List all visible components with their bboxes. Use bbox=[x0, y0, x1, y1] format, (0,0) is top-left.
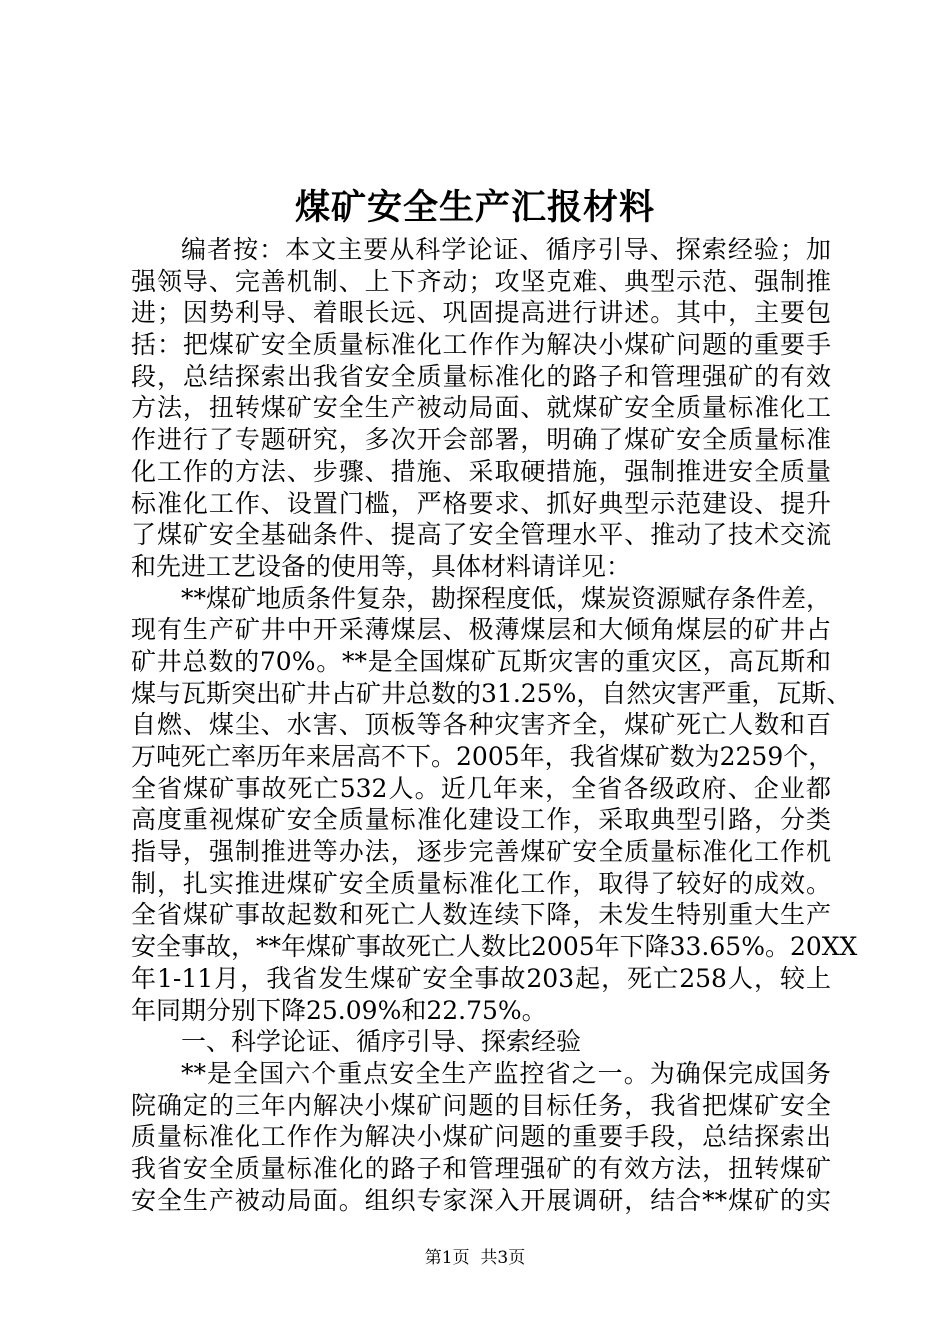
text-line: 一、科学论证、循序引导、探索经验 bbox=[181, 1027, 582, 1057]
text-line: 矿井总数的70%。**是全国煤矿瓦斯灾害的重灾区，高瓦斯和 bbox=[131, 646, 831, 676]
text-line: 煤与瓦斯突出矿井占矿井总数的31.25%，自然灾害严重，瓦斯、 bbox=[131, 678, 852, 708]
page-footer bbox=[0, 1246, 950, 1270]
text-line: 万吨死亡率历年来居高不下。2005年，我省煤矿数为2259个， bbox=[131, 742, 834, 771]
text-line: 了煤矿安全基础条件、提高了安全管理水平、推动了技术交流 bbox=[131, 520, 831, 550]
text-line: 和先进工艺设备的使用等，具体材料请详见： bbox=[131, 551, 632, 581]
text-line: 全省煤矿事故起数和死亡人数连续下降，未发生特别重大生产 bbox=[131, 900, 831, 930]
text-line: 安全事故，**年煤矿事故死亡人数比2005年下降33.65%。20XX bbox=[131, 932, 858, 962]
text-line: 高度重视煤矿安全质量标准化建设工作，采取典型引路，分类 bbox=[131, 805, 831, 835]
text-line: 编者按：本文主要从科学论证、循序引导、探索经验；加 bbox=[181, 235, 831, 264]
text-line: 强领导、完善机制、上下齐动；攻坚克难、典型示范、强制推 bbox=[131, 266, 831, 296]
text-line: 年同期分别下降25.09%和22.75%。 bbox=[131, 995, 547, 1025]
page-number: 第1页 bbox=[424, 1248, 470, 1268]
text-line: 化工作的方法、步骤、措施、采取硬措施，强制推进安全质量 bbox=[131, 456, 831, 486]
text-line: 年1-11月，我省发生煤矿安全事故203起，死亡258人，较上 bbox=[131, 963, 831, 993]
text-line: 段，总结探索出我省安全质量标准化的路子和管理强矿的有效 bbox=[131, 361, 831, 391]
text-line: 院确定的三年内解决小煤矿问题的目标任务，我省把煤矿安全 bbox=[131, 1090, 831, 1120]
text-line: 方法，扭转煤矿安全生产被动局面、就煤矿安全质量标准化工 bbox=[131, 393, 831, 423]
text-line: 现有生产矿井中开采薄煤层、极薄煤层和大倾角煤层的矿井占 bbox=[131, 615, 831, 645]
text-line: 全省煤矿事故死亡532人。近几年来，全省各级政府、企业都 bbox=[131, 773, 831, 803]
document-title: 煤矿安全生产汇报材料 bbox=[294, 187, 655, 228]
text-line: 质量标准化工作作为解决小煤矿问题的重要手段，总结探索出 bbox=[131, 1122, 831, 1152]
text-line: 我省安全质量标准化的路子和管理强矿的有效方法，扭转煤矿 bbox=[131, 1153, 831, 1183]
page-total: 共3页 bbox=[480, 1248, 526, 1268]
text-line: 标准化工作、设置门槛，严格要求、抓好典型示范建设、提升 bbox=[131, 488, 831, 518]
text-line: 安全生产被动局面。组织专家深入开展调研，结合**煤矿的实 bbox=[131, 1185, 831, 1215]
footer-separator bbox=[470, 1248, 481, 1268]
text-line: **是全国六个重点安全生产监控省之一。为确保完成国务 bbox=[181, 1058, 831, 1088]
text-line: **煤矿地质条件复杂，勘探程度低，煤炭资源赋存条件差， bbox=[181, 583, 832, 613]
text-line: 作进行了专题研究，多次开会部署，明确了煤矿安全质量标准 bbox=[131, 425, 831, 455]
text-line: 指导，强制推进等办法，逐步完善煤矿安全质量标准化工作机 bbox=[131, 837, 831, 867]
document-body bbox=[131, 234, 858, 1216]
text-line: 进；因势利导、着眼长远、巩固提高进行讲述。其中，主要包 bbox=[131, 298, 831, 328]
text-line: 自燃、煤尘、水害、顶板等各种灾害齐全，煤矿死亡人数和百 bbox=[131, 710, 831, 740]
text-line: 括：把煤矿安全质量标准化工作作为解决小煤矿问题的重要手 bbox=[131, 330, 831, 360]
text-line: 制，扎实推进煤矿安全质量标准化工作，取得了较好的成效。 bbox=[131, 868, 831, 898]
